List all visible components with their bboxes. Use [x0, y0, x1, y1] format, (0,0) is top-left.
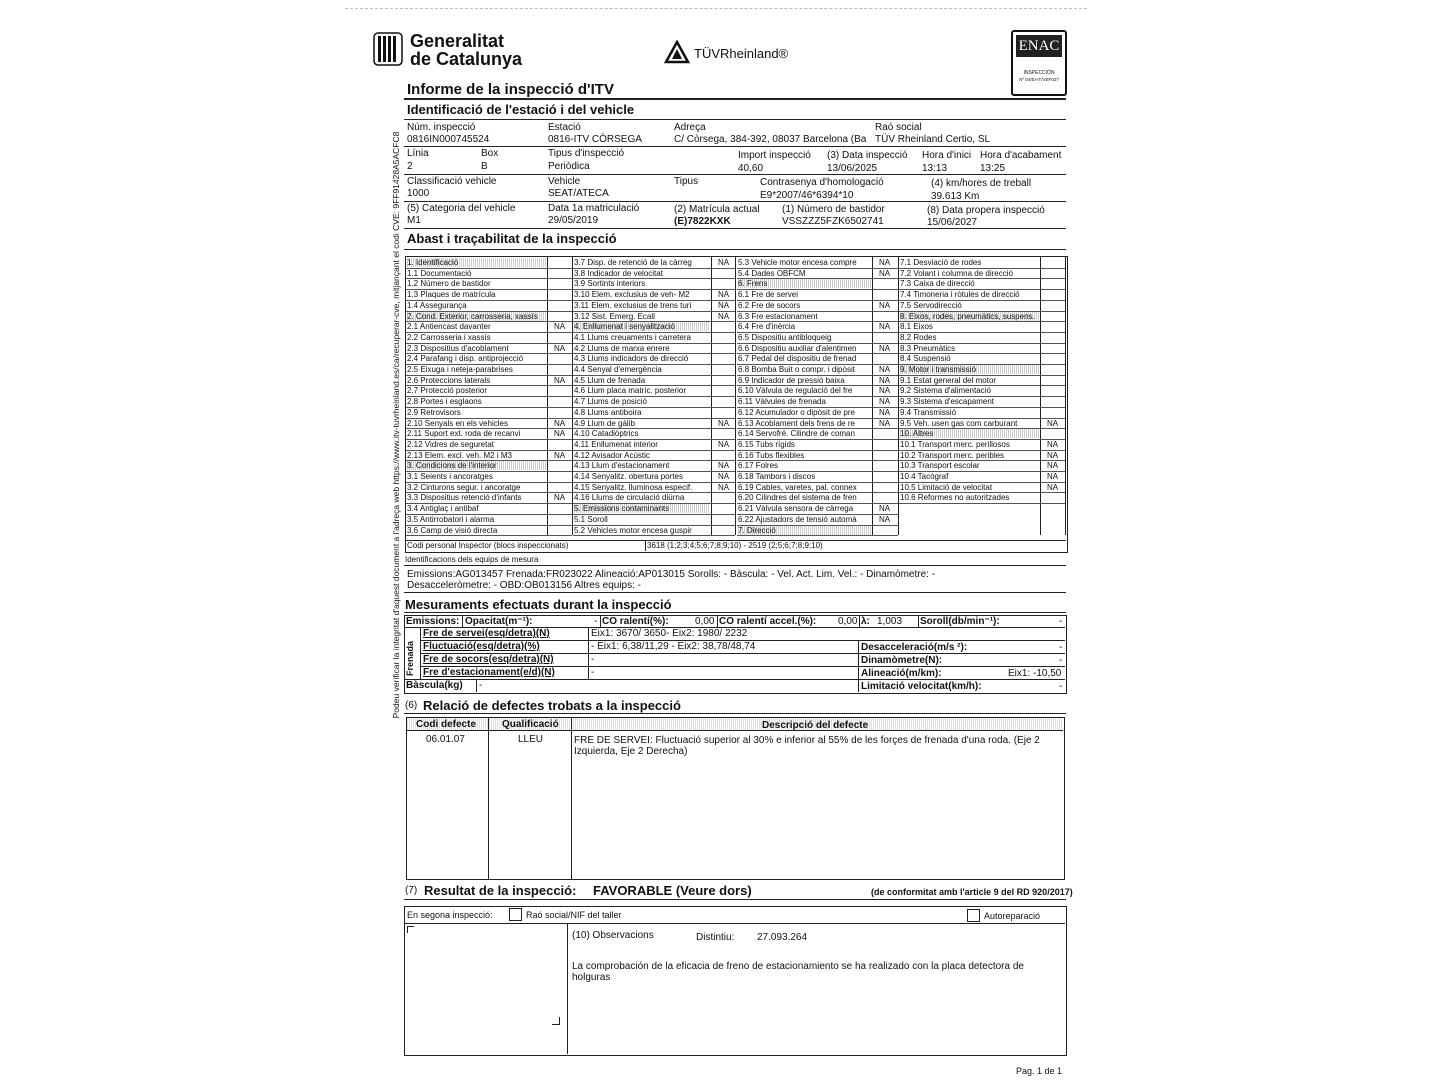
abast-item-label: 5.3 Vehicle motor encesa compre [738, 258, 857, 267]
lambda-value: 1,003 [877, 616, 903, 627]
abast-item-status: NA [1047, 482, 1059, 492]
abast-item-label: 4.2 Llums de marxa enrere [574, 343, 670, 353]
abast-item-label: 6.9 Indicador de pressió baixa [738, 375, 845, 385]
bastidor-value: VSSZZZ5FZK6502741 [782, 216, 884, 227]
abast-item-label: 4.12 Avisador Acústic [574, 450, 650, 460]
soroll-label: Soroll(db/min⁻¹): [920, 616, 1000, 627]
estacio-value: 0816-ITV CÒRSEGA [548, 134, 642, 145]
rao-social-value: TÜV Rheinland Certio, SL [875, 134, 991, 145]
tuv-logo-icon [664, 40, 690, 64]
abast-item-label: 4.7 Llums de posició [574, 397, 647, 407]
bastidor-label: (1) Número de bastidor [782, 204, 885, 215]
defecte-qualificacio: LLEU [518, 734, 544, 745]
abast-item-status: NA [554, 418, 566, 428]
distintiu-label: Distintiu: [696, 932, 735, 943]
abast-item-label: 9. Motor i transmissió [900, 365, 1039, 374]
abast-item-status: NA [554, 375, 566, 385]
abast-item-label: 4.9 Llum de gàlib [574, 418, 635, 428]
defectes-number: (6) [405, 700, 418, 711]
abast-item-label: 6.4 Fre d'inèrcia [738, 322, 796, 332]
abast-item-label: 2.6 Proteccions laterals [407, 375, 491, 385]
equips-line1: Emissions:AG013457 Frenada:FR023022 Alineació:AP013015 Sorolls: - Bàscula: - Vel. Act. Lim. Vel.: - Dinamòmetre: - [407, 569, 936, 580]
tipus-inspeccio-label: Tipus d'inspecció [548, 148, 625, 159]
section-ident: Identificació de l'estació i del vehicle [407, 102, 635, 117]
abast-item-label: 1.2 Número de bastidor [407, 279, 491, 289]
abast-item-label: 7.1 Desviació de rodes [900, 258, 982, 267]
abast-item-label: 2.11 Suport ext. roda de recanvi [407, 429, 521, 439]
abast-item-label: 6.14 Servofré. Cilindre de coman [738, 429, 855, 439]
abast-item-label: 6.22 Ajustadors de tensió automà [738, 514, 857, 524]
emissions-label: Emissions: [406, 616, 460, 627]
abast-item-label: 4.16 Llums de circulació diürna [574, 493, 685, 503]
abast-item-label: 2.5 Eixuga i neteja-parabrises [407, 365, 513, 374]
vehicle-value: SEAT/ATECA [548, 188, 609, 199]
abast-item-label: 4.14 Senyalitz. obertura portes [574, 472, 683, 481]
limitacio-label: Limitació velocitat(km/h): [861, 681, 982, 692]
abast-item-label: 4.15 Senyalitz. lluminosa especif. [574, 482, 693, 492]
fre-servei-value: Eix1: 3670/ 3650- Eix2: 1980/ 2232 [591, 628, 748, 639]
resultat-value: FAVORABLE (Veure dors) [593, 883, 752, 898]
abast-item-label: 6.6 Dispositiu auxiliar d'alentimen [738, 343, 857, 353]
report-title: Informe de la inspecció d'ITV [407, 81, 614, 98]
abast-item-label: 9.4 Transmissió [900, 407, 957, 417]
frenada-label: Frenada [405, 640, 416, 677]
abast-item-label: 6.10 Vàlvula de regulació del fre [738, 386, 853, 396]
lambda-label: λ: [861, 616, 870, 627]
distintiu-value: 27.093.264 [757, 932, 808, 943]
abast-item-label: 2.1 Antiencast davanter [407, 322, 491, 332]
abast-item-label: 8.1 Eixos [900, 322, 933, 332]
abast-item-label: 10.4 Tacògraf [900, 472, 949, 481]
defecte-codi: 06.01.07 [426, 734, 465, 745]
abast-item-label: 3.7 Disp. de retenció de la càrreg [574, 258, 692, 267]
fluctuacio-value: - Eix1: 6,38/11,29 - Eix2: 38,78/48,74 [591, 641, 756, 652]
abast-item-status: NA [879, 407, 891, 417]
abast-item-label: 4.3 Llums indicadors de direcció [574, 354, 689, 364]
alineacio-label: Alineació(m/km): [861, 668, 942, 679]
abast-item-label: 9.3 Sistema d'escapament [900, 397, 995, 407]
abast-item-status: NA [879, 365, 891, 374]
classificacio-value: 1000 [407, 188, 430, 199]
abast-item-label: 6.11 Vàlvules de frenada [738, 397, 826, 407]
abast-item-label: 6.3 Fre estacionament [738, 311, 818, 321]
categoria-value: M1 [407, 215, 421, 226]
abast-item-status: NA [879, 397, 891, 407]
abast-item-status: NA [879, 375, 891, 385]
abast-item-label: 6. Frens [738, 279, 871, 288]
segona-inspeccio-label: En segona inspecció: [407, 910, 493, 920]
rao-social-label: Raó social [875, 122, 922, 133]
abast-item-label: 10.5 Limitació de velocitat [900, 482, 993, 492]
abast-item-label: 10.3 Transport escolar [900, 461, 980, 471]
abast-item-label: 1. Identificació [407, 258, 546, 267]
abast-item-label: 1.3 Plaques de matrícula [407, 290, 496, 300]
abast-item-label: 4.11 Enllumenat interior [574, 439, 658, 449]
autoreparacio-checkbox[interactable] [967, 909, 980, 922]
km-label: (4) km/hores de treball [931, 178, 1032, 189]
hora-inici-value: 13:13 [922, 163, 948, 174]
box-value: B [481, 161, 488, 172]
abast-item-label: 3.11 Elem. exclusius de trens turi [574, 300, 692, 310]
codi-inspector-value: 3618 (1;2;3;4;5;6;7;8;9;10) - 2519 (2;5;6;7;8;9;10) [647, 541, 823, 550]
abast-item-label: 3.5 Antirrobatori i alarma [407, 514, 495, 524]
abast-item-label: 6.5 Dispositiu antibloqueig [738, 332, 832, 342]
num-inspeccio-label: Núm. inspecció [407, 122, 476, 133]
abast-item-status: NA [879, 322, 891, 332]
abast-item-label: 5.4 Dades OBFCM [738, 268, 806, 278]
abast-item-status: NA [718, 258, 730, 267]
co-accel-value: 0,00 [838, 616, 858, 627]
hora-acabament-value: 13:25 [980, 163, 1006, 174]
limitacio-value: - [1059, 681, 1063, 692]
abast-item-label: 2.3 Dispositius d'acoblament [407, 343, 509, 353]
abast-item-status: NA [879, 343, 891, 353]
abast-item-status: NA [554, 429, 566, 439]
abast-item-label: 8.2 Rodes [900, 332, 937, 342]
abast-item-status: NA [879, 300, 891, 310]
abast-item-label: 8. Eixos, rodes, pneumàtics, suspens. [900, 312, 1039, 321]
abast-item-label: 6.20 Cilindres del sistema de fren [738, 493, 857, 503]
abast-item-status: NA [718, 482, 730, 492]
abast-item-label: 3.10 Elem. exclusius de veh- M2 [574, 290, 690, 300]
abast-item-status: NA [879, 504, 891, 514]
abast-item-label: 2.8 Portes i esglaons [407, 397, 482, 407]
abast-item-label: 3.9 Sortints interiors [574, 279, 646, 289]
abast-item-status: NA [879, 268, 891, 278]
contrasenya-label: Contrasenya d'homologació [760, 177, 884, 188]
abast-item-label: 2.4 Parafang i disp. antiprojecció [407, 354, 524, 364]
fre-servei-label: Fre de servei(esq/detra)(N) [423, 628, 550, 639]
abast-item-status: NA [1047, 439, 1059, 449]
data-inspeccio-value: 13/06/2025 [827, 163, 878, 174]
abast-item-label: 4.4 Senyal d'emergència [574, 365, 662, 374]
abast-item-status: NA [879, 418, 891, 428]
resultat-number: (7) [405, 885, 418, 896]
categoria-label: (5) Categoria del vehicle [407, 203, 516, 214]
abast-item-status: NA [1047, 450, 1059, 460]
page-number: Pag. 1 de 1 [1016, 1066, 1063, 1076]
fre-estacionament-value: - [591, 667, 595, 678]
abast-item-label: 8.4 Suspensió [900, 354, 951, 364]
fre-socors-label: Fre de socors(esq/detra)(N) [423, 654, 554, 665]
abast-item-label: 7. Direcció [738, 526, 871, 535]
header-codi-defecte: Codi defecte [416, 719, 477, 730]
abast-item-label: 5.1 Soroll [574, 514, 608, 524]
abast-item-label: 2.2 Carrosseria i xassís [407, 332, 491, 342]
propera-value: 15/06/2027 [927, 217, 978, 228]
abast-item-label: 7.2 Volant i columna de direcció [900, 268, 1013, 278]
abast-item-status: NA [554, 493, 566, 503]
resultat-label: Resultat de la inspecció: [424, 883, 577, 898]
abast-item-status: NA [879, 514, 891, 524]
linia-value: 2 [407, 161, 413, 172]
section-defectes: Relació de defectes trobats a la inspecció [423, 698, 681, 713]
generalitat-name-line2: de Catalunya [410, 49, 523, 69]
abast-item-label: 6.13 Acoblament dels frens de re [738, 418, 855, 428]
page-top-edge [345, 8, 1087, 9]
abast-item-label: 6.21 Vàlvula sensora de càrrega [738, 504, 854, 514]
abast-item-label: 6.16 Tubs flexibles [738, 450, 805, 460]
matricula-value: (E)7822KXK [674, 216, 731, 227]
resultat-note: (de conformitat amb l'article 9 del RD 920/2017) [871, 887, 1073, 897]
abast-item-status: NA [1047, 418, 1059, 428]
dinamometre-label: Dinamòmetre(N): [861, 655, 943, 666]
hora-acabament-label: Hora d'acabament [980, 150, 1062, 161]
abast-item-label: 4. Enllumenat i senyalització [574, 322, 710, 331]
abast-item-label: 7.5 Servodirecció [900, 300, 962, 310]
abast-item-label: 2.13 Elem. excl. veh. M2 i M3 [407, 450, 512, 460]
abast-item-label: 6.8 Bomba Buit o compr. i dipòsit [738, 365, 855, 374]
fre-estacionament-label: Fre d'estacionament(e/d)(N) [423, 667, 555, 678]
abast-item-label: 2.12 Vidres de seguretat [407, 439, 495, 449]
abast-item-label: 8.3 Pneumàtics [900, 343, 956, 353]
abast-item-label: 6.17 Folres [738, 461, 779, 471]
abast-item-status: NA [718, 439, 730, 449]
desaccel-label: Desacceleració(m/s ²): [861, 642, 968, 653]
abast-item-label: 3.12 Sist. Emerg. Ecall [574, 311, 655, 321]
section-mesuraments: Mesuraments efectuats durant la inspecció [405, 597, 672, 612]
abast-item-label: 3.2 Cinturons segur. i ancoratge [407, 482, 521, 492]
abast-item-label: 3.6 Camp de visió directa [407, 525, 498, 535]
matricula-label: (2) Matrícula actual [674, 204, 760, 215]
stamp-corner-bottom-right [552, 1017, 560, 1025]
equips-line2: Desacceleròmetre: - OBD:OB013156 Altres equips: - [407, 580, 641, 591]
import-label: Import inspecció [738, 150, 811, 161]
header-qualificacio: Qualificació [502, 719, 559, 730]
abast-item-label: 3.8 Indicador de velocitat [574, 268, 663, 278]
tipus-label: Tipus [674, 176, 699, 187]
abast-item-status: NA [718, 311, 730, 321]
abast-item-label: 10.6 Reformes no autoritzades [900, 493, 1010, 503]
abast-item-status: NA [718, 290, 730, 300]
abast-item-status: NA [1047, 461, 1059, 471]
co-ralenti-value: 0,00 [695, 616, 715, 627]
abast-item-label: 2.9 Retrovisors [407, 407, 461, 417]
abast-item-label: 4.6 Llum placa matríc. posterior [574, 386, 687, 396]
codi-inspector-label: Codi personal Inspector (blocs inspeccionats) [407, 541, 569, 550]
observacions-label: (10) Observacions [572, 930, 654, 941]
generalitat-logo-icon [373, 32, 403, 66]
co-ralenti-label: CO ralentí(%): [602, 616, 669, 627]
tuv-name: TÜVRheinland® [694, 46, 789, 61]
opacitat-value: - [594, 616, 598, 627]
generalitat-name-line1: Generalitat [410, 31, 505, 51]
hora-inici-label: Hora d'inici [922, 150, 972, 161]
abast-item-label: 6.7 Pedal del dispositiu de frenad [738, 354, 857, 364]
matriculacio-label: Data 1a matriculació [548, 203, 640, 214]
abast-item-label: 1.4 Assegurança [407, 300, 467, 310]
rao-nif-label: Raó social/NIF del taller [526, 910, 622, 920]
cve-verification-text: Podeu verificar la integritat d'aquest document a l'adreça web https://www.itv-tuvrheinland.es/ca/recuperar-cve, mitjançant el codi CVE: 9FF91428A5ACFC8 [391, 131, 401, 719]
abast-item-label: 10.2 Transport merc. peribles [900, 450, 1005, 460]
abast-item-label: 10.1 Transport merc. perillosos [900, 439, 1010, 449]
abast-item-status: NA [554, 450, 566, 460]
abast-item-label: 6.19 Cables, varetes, pal. connex [738, 482, 857, 492]
bascula-value: - [479, 680, 483, 691]
abast-item-label: 4.5 Llum de frenada [574, 375, 646, 385]
alineacio-value: Eix1: -10,50 [1008, 668, 1062, 679]
abast-item-label: 3.3 Dispositius retenció d'infants [407, 493, 522, 503]
estacio-label: Estació [548, 122, 581, 133]
soroll-value: - [1059, 616, 1063, 627]
enac-seal: ENAC INSPECCIÓN Nº 04/EI-IT/VEF027 [1011, 30, 1067, 96]
opacitat-label: Opacitat(m⁻¹): [465, 616, 533, 627]
abast-item-status: NA [718, 461, 730, 471]
fre-socors-value: - [591, 654, 595, 665]
adreca-value: C/ Còrsega, 384-392, 08037 Barcelona (Ba [674, 134, 867, 145]
stamp-corner-top-left [407, 926, 414, 933]
vehicle-label: Vehicle [548, 176, 581, 187]
abast-item-label: 4.1 Llums creuaments i carretera [574, 332, 691, 342]
bascula-label: Bàscula(kg) [406, 680, 463, 691]
defecte-descripcio: FRE DE SERVEI: Fluctuació superior al 30% e inferior al 55% de les forçes de frenada d'una roda. (Eje 2 Izquierda, Eje 2 Derecha) [574, 735, 1040, 757]
abast-item-label: 2. Cond. Exterior, carrosseria, xassís [407, 312, 546, 321]
header-descripcio: Descripció del defecte [762, 720, 869, 731]
classificacio-label: Classificació vehicle [407, 176, 497, 187]
abast-item-label: 7.3 Caixa de direcció [900, 279, 975, 289]
abast-item-label: 4.8 Llums antiboira [574, 407, 642, 417]
abast-item-status: NA [554, 343, 566, 353]
abast-item-label: 4.13 Llum d'estacionament [574, 461, 670, 471]
abast-item-status: NA [718, 418, 730, 428]
abast-item-label: 9.2 Sistema d'alimentació [900, 386, 991, 396]
abast-item-status: NA [879, 386, 891, 396]
abast-item-label: 9.1 Estat general del motor [900, 375, 997, 385]
abast-item-status: NA [718, 472, 730, 481]
abast-item-label: 4.10 Catadiòptrics [574, 429, 639, 439]
equips-label: Identificacions dels equips de mesura [405, 555, 539, 564]
abast-item-status: NA [879, 258, 891, 267]
desaccel-value: - [1059, 642, 1063, 653]
fluctuacio-label: Fluctuació(esq/detra)(%) [423, 641, 540, 652]
abast-item-label: 2.7 Protecció posterior [407, 386, 488, 396]
abast-item-status: NA [554, 322, 566, 332]
propera-label: (8) Data propera inspecció [927, 205, 1045, 216]
linia-label: Línia [407, 148, 429, 159]
abast-item-label: 3. Condicions de l'interior [407, 461, 546, 470]
abast-item-label: 6.2 Fre de socors [738, 300, 801, 310]
abast-item-label: 9.5 Veh. usen gas com carburant [900, 418, 1018, 428]
km-value: 39.613 Km [931, 191, 980, 202]
abast-item-label: 5.2 Vehicles motor encesa guspir [574, 525, 692, 535]
abast-item-label: 5. Emissions contaminants [574, 504, 710, 513]
abast-item-label: 3.4 Antiglaç i antibaf [407, 504, 479, 514]
abast-item-label: 10. Altres [900, 429, 1039, 438]
observacions-text: La comprobación de la eficacia de freno de estacionamiento se ha realizado con la placa detectora de holguras [572, 961, 1024, 983]
abast-item-label: 2.10 Senyals en els vehicles [407, 418, 508, 428]
rao-nif-checkbox[interactable] [509, 908, 522, 921]
abast-item-label: 1.1 Documentació [407, 268, 472, 278]
abast-item-status: NA [718, 300, 730, 310]
abast-item-label: 6.1 Fre de servei [738, 290, 799, 300]
adreca-label: Adreça [674, 122, 706, 133]
data-inspeccio-label: (3) Data inspecció [827, 150, 908, 161]
abast-item-label: 7.4 Timoneria i ròtules de direcció [900, 290, 1020, 300]
num-inspeccio-value: 0816IN000745524 [407, 134, 490, 145]
abast-item-label: 6.18 Tambors i discos [738, 472, 816, 481]
contrasenya-value: E9*2007/46*6394*10 [760, 190, 854, 201]
tipus-inspeccio-value: Periòdica [548, 161, 590, 172]
dinamometre-value: - [1059, 655, 1063, 666]
matriculacio-value: 29/05/2019 [548, 215, 599, 226]
box-label: Box [481, 148, 499, 159]
abast-item-label: 6.12 Acumulador o dipòsit de pre [738, 407, 855, 417]
abast-item-label: 6.15 Tubs rígids [738, 439, 795, 449]
autoreparacio-label: Autoreparació [984, 911, 1041, 921]
abast-item-label: 3.1 Seients i ancoratges [407, 472, 493, 481]
abast-item-status: NA [1047, 472, 1059, 481]
import-value: 40,60 [738, 163, 764, 174]
section-abast: Abast i traçabilitat de la inspecció [407, 231, 617, 246]
co-accel-label: CO ralentí accel.(%): [719, 616, 817, 627]
